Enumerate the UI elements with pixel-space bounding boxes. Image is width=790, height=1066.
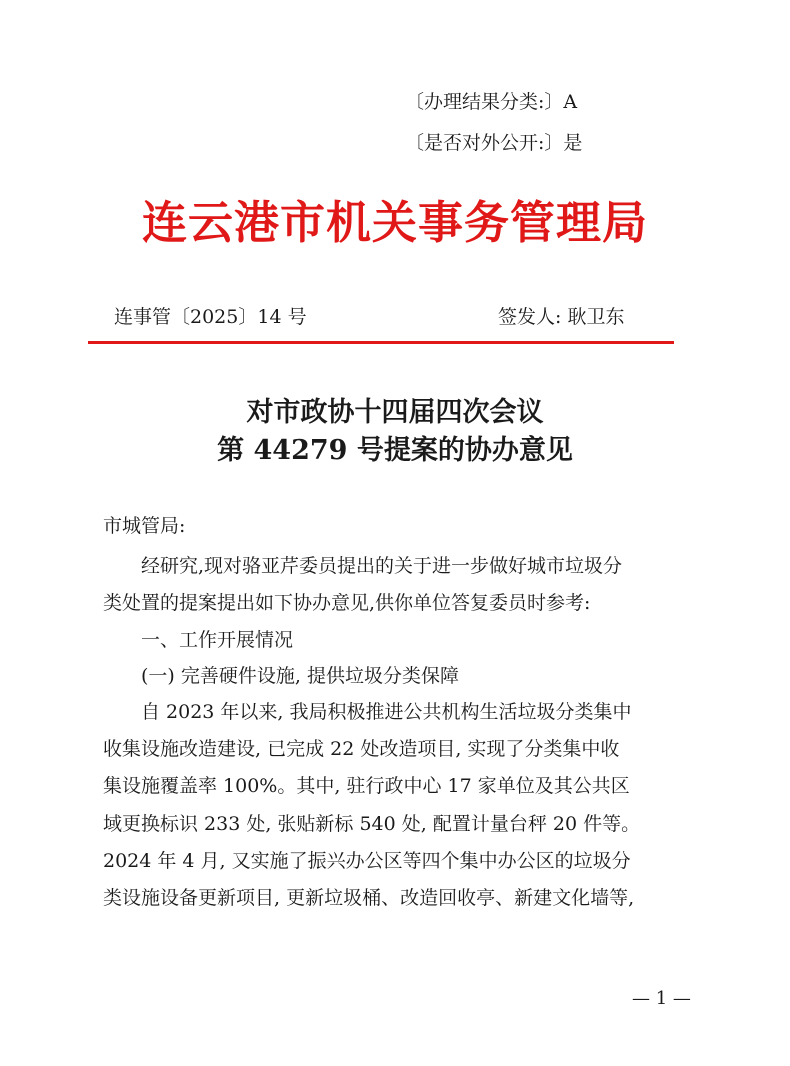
letterhead-title: 连云港市机关事务管理局: [141, 196, 648, 249]
intro-line-1: 经研究,现对骆亚芹委员提出的关于进一步做好城市垃圾分: [141, 555, 623, 577]
signer: 签发人: 耿卫东: [498, 306, 625, 328]
paragraph-line: 集设施覆盖率 100%。其中, 驻行政中心 17 家单位及其公共区: [103, 775, 630, 797]
paragraph-line: 域更换标识 233 处, 张贴新标 540 处, 配置计量台秤 20 件等。: [103, 813, 641, 835]
section-heading: 一、工作开展情况: [141, 629, 294, 651]
paragraph-line: 2024 年 4 月, 又实施了振兴办公区等四个集中办公区的垃圾分: [103, 850, 631, 872]
paragraph-line: 自 2023 年以来, 我局积极推进公共机构生活垃圾分类集中: [141, 701, 632, 723]
paragraph-line: 类设施设备更新项目, 更新垃圾桶、改造回收亭、新建文化墙等,: [103, 887, 635, 909]
red-divider-line: [88, 341, 674, 344]
result-category: 〔办理结果分类:〕A: [405, 91, 578, 113]
subsection-heading: (一) 完善硬件设施, 提供垃圾分类保障: [141, 665, 459, 687]
intro-line-2: 类处置的提案提出如下协办意见,供你单位答复委员时参考:: [103, 592, 591, 614]
document-title-line-1: 对市政协十四届四次会议: [246, 397, 544, 428]
page-number: — 1 —: [632, 988, 691, 1009]
public-disclosure: 〔是否对外公开:〕是: [405, 132, 583, 154]
document-title-line-2: 第 44279 号提案的协办意见: [217, 435, 573, 466]
addressee: 市城管局:: [103, 515, 186, 537]
document-number: 连事管〔2025〕14 号: [114, 306, 307, 328]
paragraph-line: 收集设施改造建设, 已完成 22 处改造项目, 实现了分类集中收: [103, 738, 620, 760]
